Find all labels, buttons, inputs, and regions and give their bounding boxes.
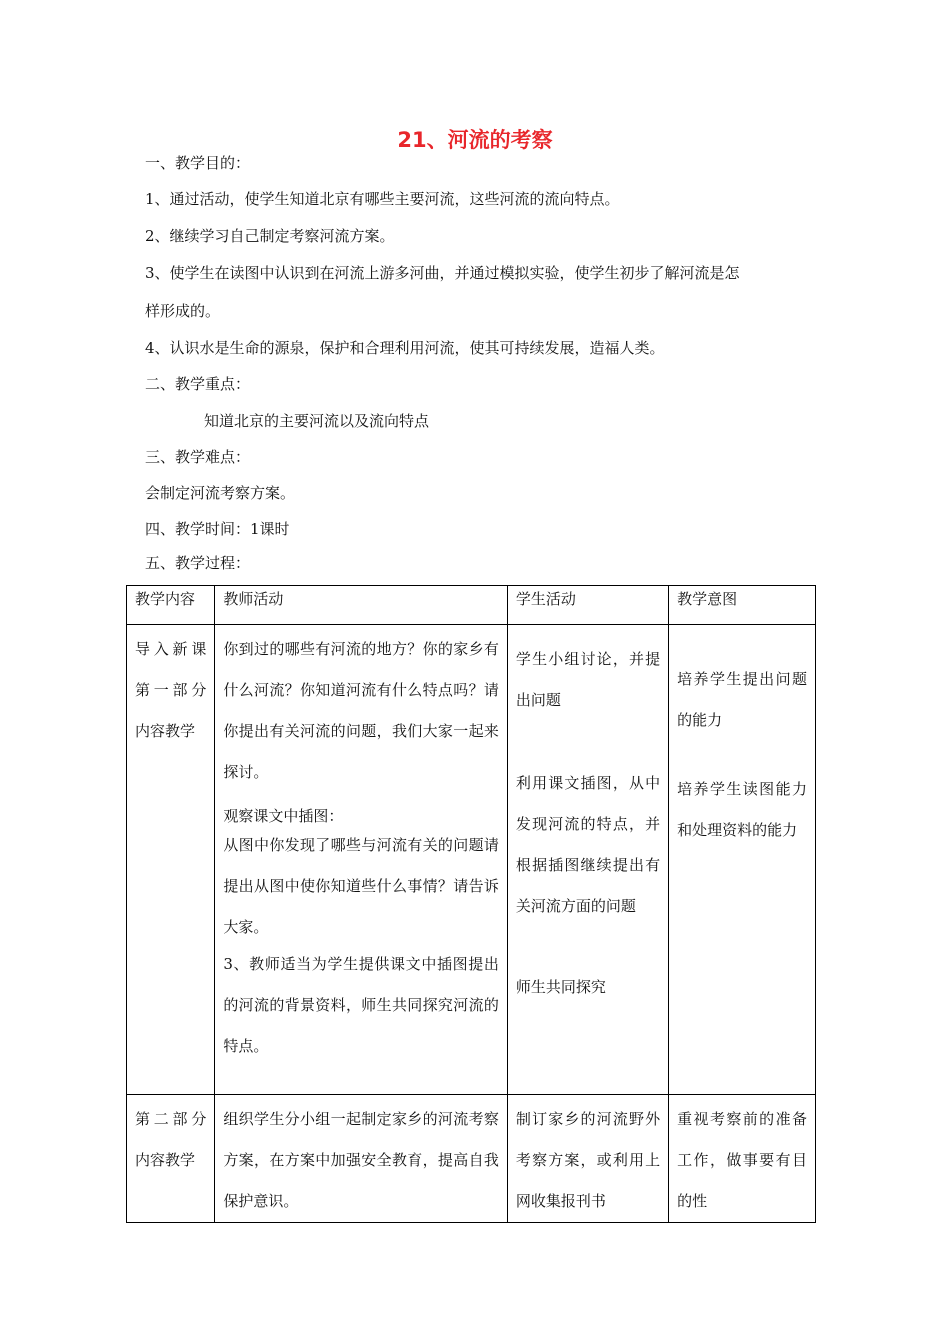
row2-content-cell: [127, 1095, 215, 1223]
key-point-text: 知道北京的主要河流以及流向特点: [204, 412, 430, 430]
row1-teacher-p1: 你到过的哪些有河流的地方？你的家乡有什么河流？你知道河流有什么特点吗？请你提出有关河流的问题，我们大家一起来探讨。: [223, 640, 499, 781]
objective-item-continued: 样形成的。: [145, 302, 221, 320]
row1-intent-p2: 培养学生读图能力和处理资料的能力: [677, 780, 807, 839]
objective-item: 2、继续学习自己制定考察河流方案。: [145, 227, 395, 245]
row1-teacher-p3: 3、教师适当为学生提供课文中插图提出的河流的背景资料，师生共同探究河流的特点。: [223, 955, 499, 1055]
row1-teacher-cell: [215, 625, 508, 1095]
row2-student-cell: [507, 1095, 668, 1223]
header-content: 教学内容: [127, 586, 215, 625]
row1-intent-cell: [669, 625, 816, 1095]
row1-content: 导入新课第一部分内容教学: [135, 640, 207, 740]
row2-intent: 重视考察前的准备工作，做事要有目的性: [677, 1110, 807, 1210]
section-heading-time: 四、教学时间：1课时: [145, 520, 290, 538]
row1-student-p1: 学生小组讨论，并提出问题: [515, 650, 661, 709]
row1-student-p2: 利用课文插图，从中发现河流的特点，并根据插图继续提出有关河流方面的问题: [515, 774, 661, 915]
row1-student-cell: [507, 625, 668, 1095]
row1-student-p3: 师生共同探究: [515, 978, 606, 996]
table-header-row: [127, 586, 816, 625]
row1-content-cell: [127, 625, 215, 1095]
objective-item: 1、通过活动，使学生知道北京有哪些主要河流，这些河流的流向特点。: [145, 190, 620, 208]
objective-item: 4、认识水是生命的源泉，保护和合理利用河流，使其可持续发展，造福人类。: [145, 339, 665, 357]
table-row: [127, 1095, 816, 1223]
header-teaching-intent: 教学意图: [669, 586, 816, 625]
row2-teacher-cell: [215, 1095, 508, 1223]
row1-intent-p1: 培养学生提出问题的能力: [677, 670, 807, 729]
section-heading-objectives: 一、教学目的：: [145, 154, 251, 172]
section-heading-process: 五、教学过程：: [145, 554, 251, 572]
row1-teacher-p2a: 观察课文中插图：: [223, 807, 344, 825]
lesson-process-table: [126, 585, 816, 1223]
row2-intent-cell: [669, 1095, 816, 1223]
document-title: 21、河流的考察: [397, 128, 553, 152]
header-teacher-activity: 教师活动: [215, 586, 508, 625]
section-heading-difficulties: 三、教学难点：: [145, 448, 251, 466]
row2-teacher: 组织学生分小组一起制定家乡的河流考察方案，在方案中加强安全教育，提高自我保护意识。: [223, 1110, 499, 1210]
section-heading-key-points: 二、教学重点：: [145, 375, 251, 393]
table-row: [127, 625, 816, 1095]
row2-content: 第二部分内容教学: [135, 1110, 207, 1169]
difficulty-text: 会制定河流考察方案。: [145, 484, 296, 502]
row1-teacher-p2b: 从图中你发现了哪些与河流有关的问题请提出从图中使你知道些什么事情？请告诉大家。: [223, 836, 499, 936]
row2-student: 制订家乡的河流野外考察方案，或利用上网收集报刊书: [515, 1110, 661, 1210]
header-student-activity: 学生活动: [507, 586, 668, 625]
objective-item: 3、使学生在读图中认识到在河流上游多河曲，并通过模拟实验，使学生初步了解河流是怎: [145, 264, 740, 282]
